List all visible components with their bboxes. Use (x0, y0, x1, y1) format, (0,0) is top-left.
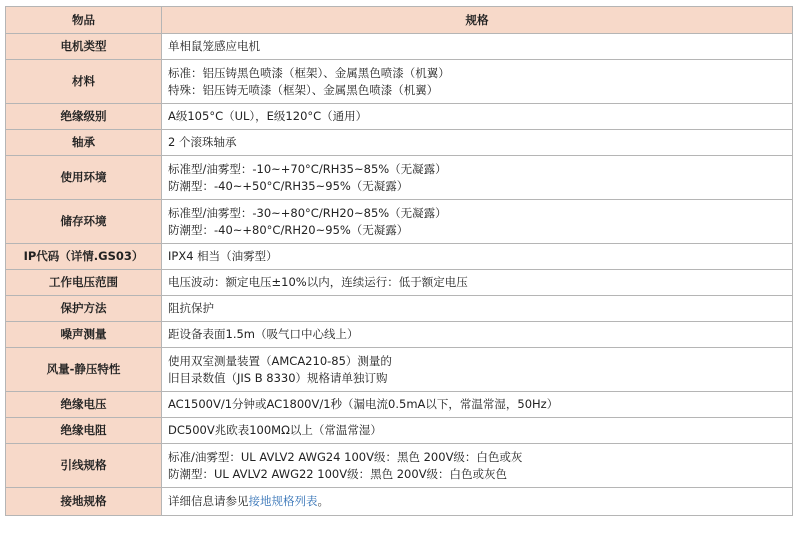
row-label: 噪声测量 (6, 322, 162, 348)
row-label: 保护方法 (6, 296, 162, 322)
row-value (162, 444, 793, 488)
row-value (162, 156, 793, 200)
row-value (162, 296, 793, 322)
value-line: 单相鼠笼感应电机 (168, 39, 260, 53)
table-row (6, 418, 793, 444)
row-label: 工作电压范围 (6, 270, 162, 296)
row-value (162, 34, 793, 60)
value-line: 2 个滚珠轴承 (168, 135, 237, 149)
value-line: DC500V兆欧表100MΩ以上（常温常湿） (168, 423, 382, 437)
row-value (162, 392, 793, 418)
table-row (6, 200, 793, 244)
row-label: 风量-静压特性 (6, 348, 162, 392)
grounding-spec-list-link[interactable]: 接地规格列表 (248, 494, 318, 508)
value-line: 距设备表面1.5m（吸气口中心线上） (168, 327, 359, 341)
row-value (162, 488, 793, 516)
header-item: 物品 (6, 7, 162, 34)
table-row (6, 130, 793, 156)
row-label: 绝缘电阻 (6, 418, 162, 444)
table-row (6, 270, 793, 296)
table-row (6, 244, 793, 270)
row-value (162, 60, 793, 104)
row-value (162, 418, 793, 444)
row-label: 轴承 (6, 130, 162, 156)
table-row (6, 34, 793, 60)
table-row (6, 444, 793, 488)
value-line: 使用双室测量装置（AMCA210-85）测量的 (168, 353, 392, 368)
row-label: 绝缘电压 (6, 392, 162, 418)
value-line: 电压波动：额定电压±10%以内，连续运行：低于额定电压 (168, 275, 468, 289)
value-line: 标准型/油雾型：-30~+80°C/RH20~85%（无凝露） (168, 205, 447, 220)
spec-table-container (5, 6, 792, 516)
table-row (6, 392, 793, 418)
row-label: 材料 (6, 60, 162, 104)
value-line: 防潮型：UL AVLV2 AWG22 100V级：黑色 200V级：白色或灰色 (168, 466, 508, 481)
value-line: AC1500V/1分钟或AC1800V/1秒（漏电流0.5mA以下，常温常湿，50Hz） (168, 397, 559, 411)
table-header-row (6, 7, 793, 34)
row-value (162, 130, 793, 156)
row-label: 电机类型 (6, 34, 162, 60)
row-label: 引线规格 (6, 444, 162, 488)
value-line: IPX4 相当（油雾型） (168, 249, 278, 263)
row-label: 接地规格 (6, 488, 162, 516)
value-line: A级105°C（UL），E级120°C（通用） (168, 109, 368, 123)
value-line: 防潮型：-40~+80°C/RH20~95%（无凝露） (168, 222, 409, 237)
row-label: 储存环境 (6, 200, 162, 244)
table-row (6, 60, 793, 104)
row-label: 绝缘级别 (6, 104, 162, 130)
value-line: 标准/油雾型：UL AVLV2 AWG24 100V级：黑色 200V级：白色或灰 (168, 449, 523, 464)
row-value (162, 348, 793, 392)
value-text: 详细信息请参见 (168, 494, 249, 508)
row-label: 使用环境 (6, 156, 162, 200)
row-value (162, 270, 793, 296)
table-row (6, 322, 793, 348)
table-row (6, 348, 793, 392)
value-line: 阻抗保护 (168, 301, 214, 315)
value-line: 旧目录数值（JIS B 8330）规格请单独订购 (168, 370, 388, 385)
table-row (6, 488, 793, 516)
table-row (6, 296, 793, 322)
row-value (162, 200, 793, 244)
value-text: 。 (317, 494, 329, 508)
value-line: 标准：铝压铸黑色喷漆（框架）、金属黑色喷漆（机翼） (168, 65, 450, 80)
row-label: IP代码（详情.GS03） (6, 244, 162, 270)
header-spec: 规格 (162, 7, 793, 34)
spec-table (5, 6, 793, 516)
value-line: 特殊：铝压铸无喷漆（框架）、金属黑色喷漆（机翼） (168, 82, 439, 97)
row-value (162, 104, 793, 130)
row-value (162, 244, 793, 270)
value-line: 标准型/油雾型：-10~+70°C/RH35~85%（无凝露） (168, 161, 447, 176)
row-value (162, 322, 793, 348)
value-line: 防潮型：-40~+50°C/RH35~95%（无凝露） (168, 178, 409, 193)
table-row (6, 104, 793, 130)
table-row (6, 156, 793, 200)
